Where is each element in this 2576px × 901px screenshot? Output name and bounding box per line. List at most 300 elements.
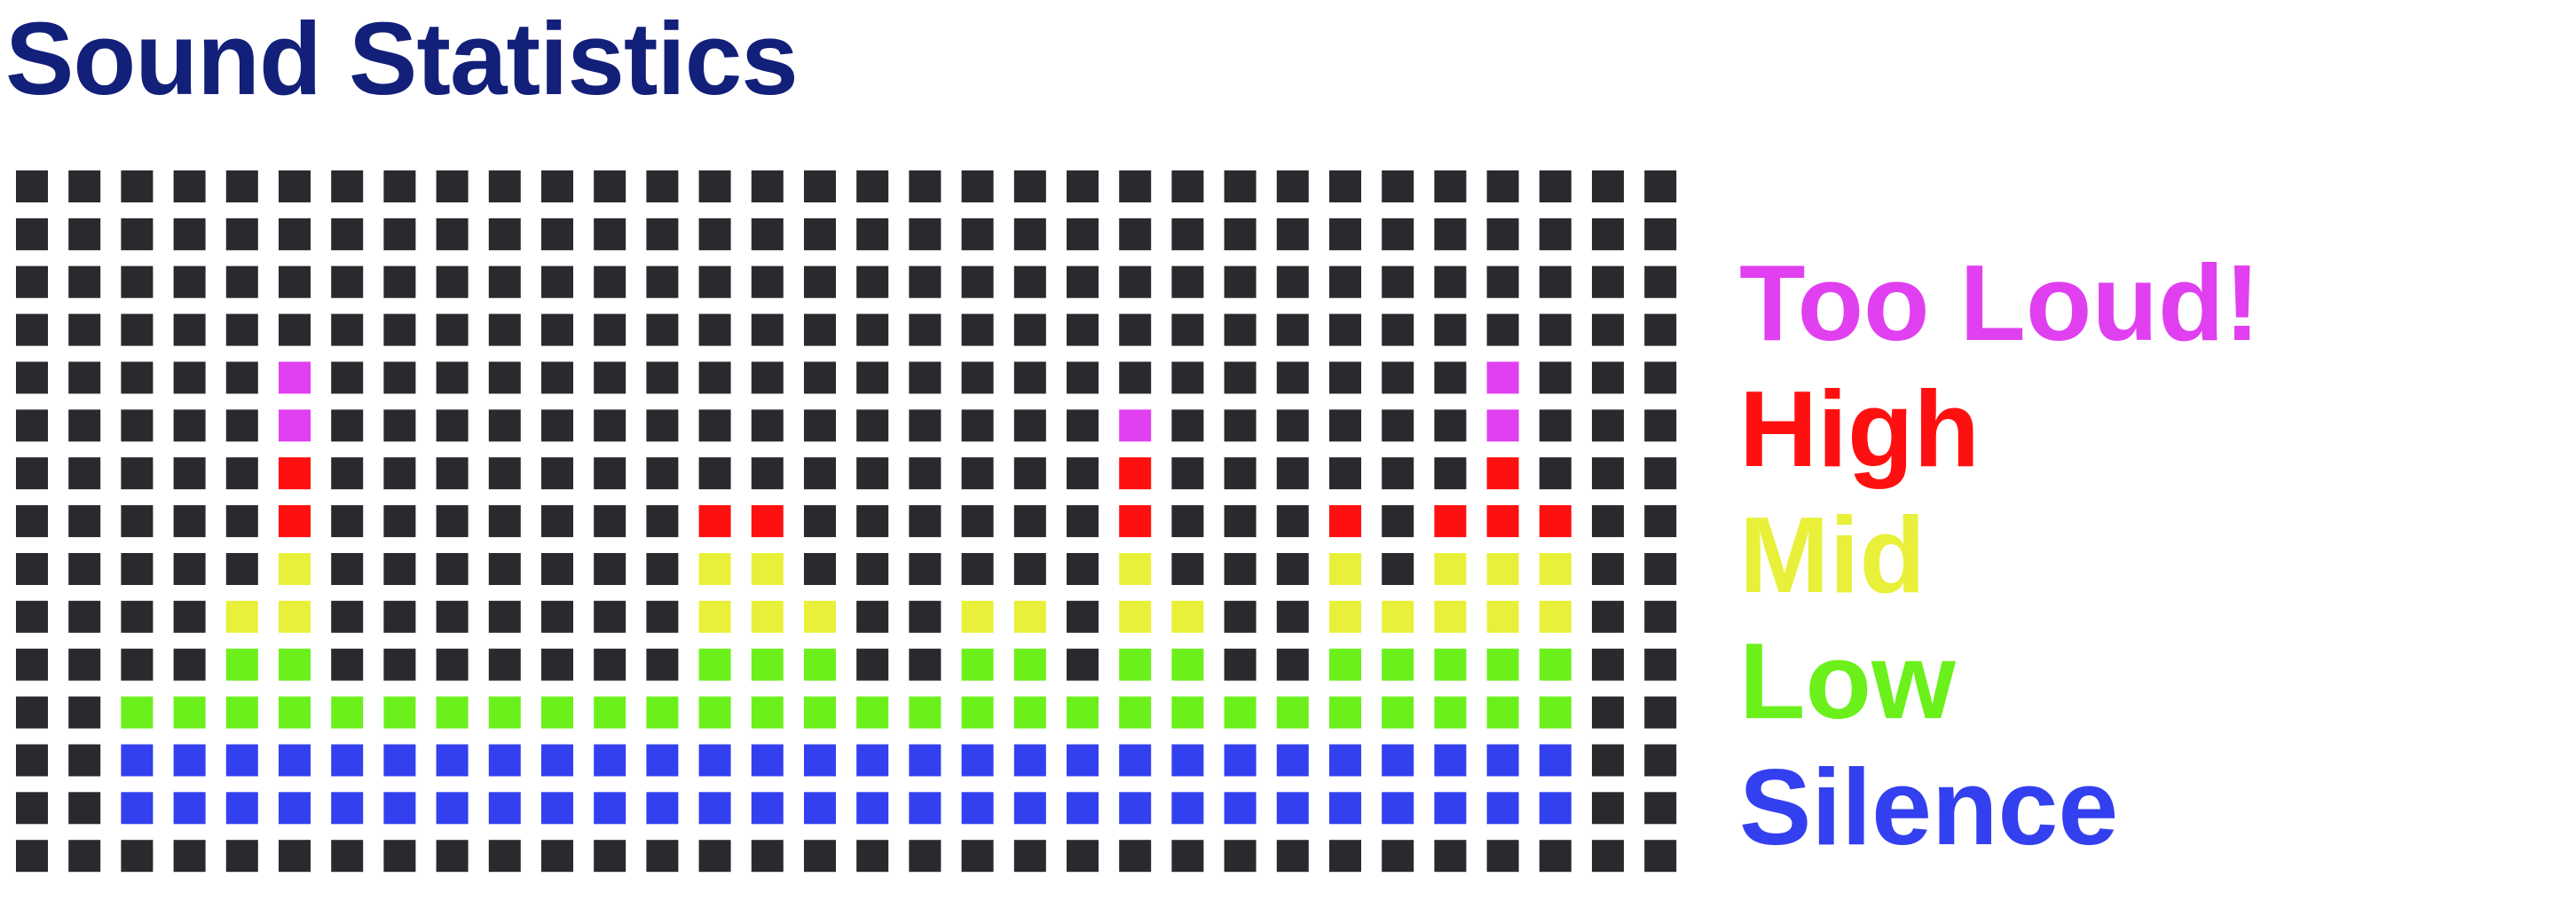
grid-cell [437, 362, 469, 394]
grid-cell [68, 266, 100, 298]
grid-cell [699, 745, 731, 777]
grid-cell [1644, 792, 1676, 824]
grid-cell [68, 697, 100, 729]
grid-cell [174, 362, 206, 394]
grid-cell [1014, 505, 1046, 537]
grid-cell [804, 457, 836, 489]
grid-cell [646, 553, 678, 585]
grid-cell [1171, 649, 1203, 681]
grid-cell [1434, 218, 1466, 250]
grid-cell [962, 745, 994, 777]
grid-cell [856, 170, 888, 202]
grid-cell [962, 266, 994, 298]
grid-cell [1171, 745, 1203, 777]
grid-cell [962, 218, 994, 250]
grid-cell [279, 553, 311, 585]
grid-cell [1487, 457, 1519, 489]
grid-cell [1119, 505, 1151, 537]
grid-cell [1592, 601, 1624, 633]
grid-cell [331, 840, 363, 872]
grid-cell [1277, 792, 1309, 824]
grid-cell [1487, 840, 1519, 872]
grid-cell [594, 457, 626, 489]
grid-cell [1171, 170, 1203, 202]
grid-cell [383, 170, 415, 202]
grid-cell [1119, 697, 1151, 729]
grid-cell [594, 218, 626, 250]
grid-cell [226, 218, 258, 250]
grid-cell [437, 745, 469, 777]
grid-cell [1382, 314, 1414, 346]
grid-cell [16, 362, 48, 394]
grid-cell [1014, 218, 1046, 250]
legend-silence: Silence [1739, 747, 2119, 867]
grid-cell [1014, 314, 1046, 346]
grid-cell [962, 314, 994, 346]
grid-cell [1644, 314, 1676, 346]
grid-cell [909, 362, 941, 394]
grid-cell [1225, 362, 1256, 394]
grid-cell [909, 457, 941, 489]
grid-cell [279, 457, 311, 489]
grid-cell [1171, 840, 1203, 872]
grid-cell [331, 457, 363, 489]
grid-cell [699, 553, 731, 585]
grid-cell [489, 745, 521, 777]
grid-cell [1434, 457, 1466, 489]
grid-cell [1329, 409, 1361, 441]
grid-cell [279, 170, 311, 202]
grid-cell [489, 792, 521, 824]
grid-cell [752, 697, 784, 729]
grid-cell [804, 505, 836, 537]
grid-cell [541, 362, 573, 394]
grid-cell [331, 601, 363, 633]
grid-cell [1329, 505, 1361, 537]
grid-cell [331, 170, 363, 202]
grid-cell [279, 601, 311, 633]
grid-cell [1171, 314, 1203, 346]
grid-cell [68, 553, 100, 585]
grid-cell [804, 553, 836, 585]
grid-cell [1382, 697, 1414, 729]
grid-cell [856, 553, 888, 585]
grid-cell [1119, 553, 1151, 585]
grid-cell [1171, 792, 1203, 824]
grid-cell [489, 314, 521, 346]
grid-cell [331, 745, 363, 777]
grid-cell [594, 745, 626, 777]
grid-cell [1644, 362, 1676, 394]
grid-cell [1119, 840, 1151, 872]
grid-cell [1592, 840, 1624, 872]
grid-cell [699, 170, 731, 202]
grid-cell [1067, 218, 1099, 250]
grid-cell [279, 218, 311, 250]
grid-cell [804, 649, 836, 681]
grid-cell [962, 457, 994, 489]
grid-cell [174, 792, 206, 824]
grid-cell [752, 553, 784, 585]
grid-cell [1487, 218, 1519, 250]
grid-cell [1487, 745, 1519, 777]
grid-cell [1540, 745, 1572, 777]
grid-cell [1434, 266, 1466, 298]
grid-cell [1540, 314, 1572, 346]
grid-cell [1225, 553, 1256, 585]
grid-cell [804, 266, 836, 298]
grid-cell [1592, 649, 1624, 681]
grid-cell [1592, 697, 1624, 729]
grid-cell [16, 314, 48, 346]
grid-cell [16, 505, 48, 537]
grid-cell [1592, 553, 1624, 585]
grid-cell [1277, 409, 1309, 441]
grid-cell [16, 218, 48, 250]
grid-cell [437, 792, 469, 824]
grid-cell [856, 457, 888, 489]
grid-cell [1171, 266, 1203, 298]
grid-cell [1329, 218, 1361, 250]
grid-cell [437, 697, 469, 729]
grid-cell [121, 792, 153, 824]
grid-cell [1434, 792, 1466, 824]
grid-cell [1540, 553, 1572, 585]
grid-cell [594, 697, 626, 729]
grid-cell [279, 314, 311, 346]
grid-cell [226, 314, 258, 346]
grid-cell [646, 745, 678, 777]
grid-cell [68, 840, 100, 872]
grid-cell [909, 553, 941, 585]
grid-cell [331, 266, 363, 298]
grid-cell [331, 362, 363, 394]
grid-cell [279, 745, 311, 777]
grid-cell [1487, 505, 1519, 537]
grid-cell [1540, 218, 1572, 250]
grid-cell [16, 697, 48, 729]
grid-cell [226, 170, 258, 202]
grid-cell [1119, 314, 1151, 346]
grid-cell [1487, 601, 1519, 633]
grid-cell [1119, 170, 1151, 202]
grid-cell [1644, 745, 1676, 777]
grid-cell [1540, 792, 1572, 824]
grid-cell [752, 362, 784, 394]
legend-low: Low [1739, 620, 1956, 741]
grid-cell [699, 601, 731, 633]
grid-cell [383, 697, 415, 729]
grid-cell [1014, 457, 1046, 489]
grid-cell [541, 170, 573, 202]
grid-cell [1014, 697, 1046, 729]
grid-cell [909, 409, 941, 441]
grid-cell [68, 314, 100, 346]
grid-cell [383, 505, 415, 537]
grid-cell [699, 266, 731, 298]
grid-cell [226, 601, 258, 633]
grid-cell [383, 314, 415, 346]
grid-cell [279, 266, 311, 298]
grid-cell [1119, 745, 1151, 777]
grid-cell [489, 697, 521, 729]
grid-cell [279, 649, 311, 681]
grid-cell [1225, 697, 1256, 729]
grid-cell [437, 218, 469, 250]
grid-cell [752, 649, 784, 681]
grid-cell [331, 314, 363, 346]
grid-cell [1277, 745, 1309, 777]
grid-cell [174, 505, 206, 537]
grid-cell [1119, 409, 1151, 441]
grid-cell [1119, 218, 1151, 250]
grid-cell [1225, 266, 1256, 298]
grid-cell [1225, 792, 1256, 824]
grid-cell [68, 362, 100, 394]
grid-cell [1382, 170, 1414, 202]
grid-cell [1119, 792, 1151, 824]
grid-cell [121, 409, 153, 441]
grid-cell [699, 457, 731, 489]
grid-cell [1540, 457, 1572, 489]
chart-title: Sound Statistics [5, 1, 798, 116]
grid-cell [541, 409, 573, 441]
grid-cell [856, 840, 888, 872]
grid-cell [1119, 649, 1151, 681]
grid-cell [1644, 457, 1676, 489]
grid-cell [752, 601, 784, 633]
grid-cell [1644, 601, 1676, 633]
grid-cell [1067, 745, 1099, 777]
grid-cell [437, 457, 469, 489]
grid-cell [174, 601, 206, 633]
grid-cell [1382, 505, 1414, 537]
grid-cell [226, 553, 258, 585]
grid-cell [1382, 601, 1414, 633]
grid-cell [541, 601, 573, 633]
grid-cell [1119, 266, 1151, 298]
grid-cell [594, 505, 626, 537]
grid-cell [1225, 170, 1256, 202]
grid-cell [1540, 697, 1572, 729]
grid-cell [962, 697, 994, 729]
grid-cell [1225, 409, 1256, 441]
grid-cell [1329, 792, 1361, 824]
grid-cell [856, 792, 888, 824]
grid-cell [1434, 601, 1466, 633]
grid-cell [699, 314, 731, 346]
grid-cell [962, 649, 994, 681]
grid-cell [646, 840, 678, 872]
grid-cell [1067, 505, 1099, 537]
grid-cell [856, 266, 888, 298]
grid-cell [1225, 314, 1256, 346]
grid-cell [1644, 409, 1676, 441]
grid-cell [1592, 745, 1624, 777]
grid-cell [541, 457, 573, 489]
grid-cell [752, 505, 784, 537]
grid-cell [383, 649, 415, 681]
grid-cell [594, 170, 626, 202]
grid-cell [279, 362, 311, 394]
grid-cell [489, 553, 521, 585]
grid-cell [752, 170, 784, 202]
grid-cell [1067, 409, 1099, 441]
grid-cell [1644, 553, 1676, 585]
grid-cell [1592, 505, 1624, 537]
grid-cell [174, 553, 206, 585]
grid-cell [121, 218, 153, 250]
grid-cell [489, 409, 521, 441]
grid-cell [437, 409, 469, 441]
grid-cell [856, 601, 888, 633]
grid-cell [437, 314, 469, 346]
grid-cell [699, 409, 731, 441]
grid-cell [1067, 457, 1099, 489]
grid-cell [962, 553, 994, 585]
grid-cell [1434, 840, 1466, 872]
grid-cell [1644, 266, 1676, 298]
grid-cell [1434, 649, 1466, 681]
grid-cell [1382, 266, 1414, 298]
grid-cell [16, 601, 48, 633]
grid-cell [331, 649, 363, 681]
grid-cell [1644, 170, 1676, 202]
grid-cell [1487, 362, 1519, 394]
grid-cell [1067, 314, 1099, 346]
grid-cell [856, 649, 888, 681]
grid-cell [1382, 553, 1414, 585]
grid-cell [226, 745, 258, 777]
grid-cell [331, 697, 363, 729]
grid-cell [1171, 457, 1203, 489]
grid-cell [1434, 314, 1466, 346]
grid-cell [1067, 553, 1099, 585]
grid-cell [646, 505, 678, 537]
grid-cell [174, 745, 206, 777]
grid-cell [1277, 697, 1309, 729]
grid-cell [121, 314, 153, 346]
grid-cell [1225, 457, 1256, 489]
grid-cell [1277, 218, 1309, 250]
grid-cell [856, 314, 888, 346]
grid-cell [1225, 840, 1256, 872]
grid-cell [804, 792, 836, 824]
grid-cell [699, 697, 731, 729]
grid-cell [1487, 649, 1519, 681]
legend [1739, 240, 2260, 870]
grid-cell [1277, 601, 1309, 633]
grid-cell [646, 792, 678, 824]
grid-cell [1382, 649, 1414, 681]
grid-cell [16, 170, 48, 202]
grid-cell [646, 218, 678, 250]
grid-cell [489, 266, 521, 298]
grid-cell [226, 697, 258, 729]
grid-cell [1592, 218, 1624, 250]
grid-cell [909, 840, 941, 872]
grid-cell [1067, 697, 1099, 729]
grid-cell [1487, 553, 1519, 585]
grid-cell [1540, 649, 1572, 681]
grid-cell [1171, 601, 1203, 633]
grid-cell [68, 457, 100, 489]
grid-cell [541, 314, 573, 346]
grid-cell [1171, 505, 1203, 537]
grid-cell [383, 362, 415, 394]
grid-cell [437, 266, 469, 298]
grid-cell [489, 649, 521, 681]
grid-cell [541, 649, 573, 681]
grid-cell [1171, 409, 1203, 441]
grid-cell [174, 649, 206, 681]
grid-cell [752, 314, 784, 346]
grid-cell [174, 457, 206, 489]
grid-cell [594, 266, 626, 298]
grid-cell [909, 505, 941, 537]
grid-cell [489, 457, 521, 489]
grid-cell [174, 697, 206, 729]
grid-cell [856, 745, 888, 777]
grid-cell [1382, 792, 1414, 824]
grid-cell [646, 649, 678, 681]
grid-cell [1067, 601, 1099, 633]
grid-cell [1277, 649, 1309, 681]
grid-cell [1329, 170, 1361, 202]
grid-cell [541, 505, 573, 537]
grid-cell [1277, 840, 1309, 872]
grid-cell [1382, 840, 1414, 872]
grid-cell [383, 792, 415, 824]
grid-cell [121, 697, 153, 729]
grid-cell [1277, 314, 1309, 346]
grid-cell [1119, 601, 1151, 633]
grid-cell [437, 601, 469, 633]
grid-cell [699, 505, 731, 537]
grid-cell [279, 697, 311, 729]
grid-cell [16, 840, 48, 872]
legend-too-loud: Too Loud! [1739, 242, 2261, 363]
grid-cell [437, 840, 469, 872]
grid-cell [226, 457, 258, 489]
grid-cell [646, 409, 678, 441]
grid-cell [331, 409, 363, 441]
grid-cell [1592, 409, 1624, 441]
grid-cell [1014, 792, 1046, 824]
grid-cell [541, 218, 573, 250]
grid-cell [594, 362, 626, 394]
grid-cell [804, 314, 836, 346]
grid-cell [489, 218, 521, 250]
grid-cell [437, 505, 469, 537]
grid-cell [383, 266, 415, 298]
grid-cell [1540, 409, 1572, 441]
grid-cell [383, 409, 415, 441]
grid-cell [646, 170, 678, 202]
grid-cell [1329, 840, 1361, 872]
grid-cell [1014, 601, 1046, 633]
grid-cell [1487, 697, 1519, 729]
grid-cell [804, 218, 836, 250]
grid-cell [121, 505, 153, 537]
grid-cell [383, 553, 415, 585]
grid-cell [1119, 362, 1151, 394]
grid-cell [1382, 457, 1414, 489]
legend-mid: Mid [1739, 494, 1926, 615]
grid-cell [594, 840, 626, 872]
grid-cell [1382, 218, 1414, 250]
grid-cell [1434, 745, 1466, 777]
